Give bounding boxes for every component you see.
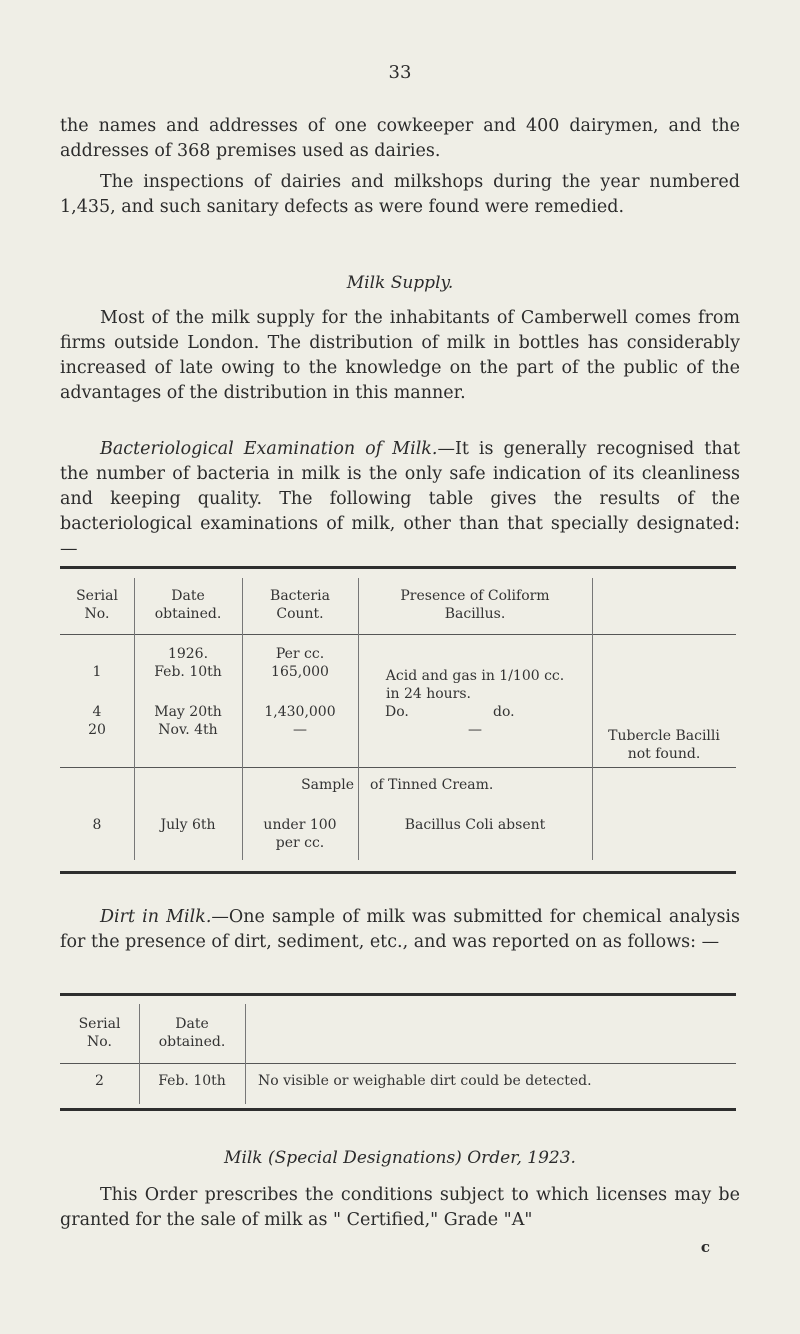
table-cell-coliform-cont: in 24 hours.: [386, 686, 471, 702]
cream-count-line1: under 100: [263, 817, 337, 833]
page-number: 33: [388, 62, 412, 83]
cream-tinned-label: of Tinned Cream.: [370, 777, 494, 793]
column-divider: [592, 578, 593, 860]
header-bacteria-line1: Bacteria: [270, 588, 330, 604]
heading-special-designations: [0, 1148, 800, 1168]
table-top-rule: [60, 993, 736, 996]
tubercle-line2: not found.: [627, 746, 701, 762]
table-cell-count: 165,000: [271, 664, 329, 680]
table-header-rule: [60, 634, 736, 635]
heading-milk-supply: Milk Supply.: [346, 273, 454, 293]
paragraph-milk-supply: [60, 306, 740, 406]
table-cell-coliform: —: [468, 722, 482, 738]
paragraph-milk-supply-text: Most of the milk supply for the inhabitants of Camberwell comes from firms outside London. The distribution of milk in bottles has considerably increased of late owing to the knowledge on the part of the public of the advantages of the distribution in this manner.: [60, 308, 740, 403]
paragraph-dirt-in-milk: [60, 905, 740, 955]
table-cell-count: [242, 816, 358, 852]
header-serial-line1: Serial: [76, 588, 118, 604]
header-coliform: [358, 587, 592, 623]
tubercle-note: [592, 727, 736, 763]
heading-order-year: 1923.: [527, 1148, 576, 1168]
table-bottom-rule: [60, 871, 736, 874]
header-bacteria-count: [242, 587, 358, 623]
header-date-line1: Date: [171, 588, 205, 604]
year-label: 1926.: [167, 646, 209, 662]
header-serial-line2: No.: [87, 1034, 112, 1050]
header-coliform-line2: Bacillus.: [444, 606, 506, 622]
paragraph-order-text: This Order prescribes the conditions subject to which licenses may be granted for the sale of milk as " Certified," Grade "A": [60, 1185, 740, 1230]
table-cell-coliform: Bacillus Coli absent: [404, 817, 546, 833]
table-cell-serial: 2: [95, 1073, 104, 1089]
paragraph-bacteriological-text: —It is generally recognised that the number of bacteria in milk is the only safe indication of its cleanliness and keeping quality. The following table gives the results of the bacteriological examinations of milk, other than that specially designated: —: [60, 439, 741, 559]
paragraph-inspections-text: The inspections of dairies and milkshops during the year numbered 1,435, and such sanitary defects as were found were remedied.: [60, 172, 740, 217]
per-cc-label: Per cc.: [275, 646, 325, 662]
table-cell-date: Feb. 10th: [158, 1073, 226, 1089]
header-date: [139, 1015, 245, 1051]
table-cell-serial: 20: [88, 722, 106, 738]
table-header-rule: [60, 1063, 736, 1064]
table-top-rule: [60, 566, 736, 569]
cream-sample-label: Sample: [301, 777, 354, 793]
header-date-line2: obtained.: [154, 606, 222, 622]
header-serial: [60, 587, 134, 623]
table-cell-date: May 20th: [154, 704, 222, 720]
header-coliform-line1: Presence of Coliform: [400, 588, 550, 604]
tubercle-line1: Tubercle Bacilli: [608, 728, 720, 744]
paragraph-bacteriological: [60, 437, 740, 562]
dirt-heading: Dirt in Milk.: [100, 907, 212, 927]
header-date-line2: obtained.: [158, 1034, 226, 1050]
table-cell-serial: 1: [92, 664, 102, 680]
heading-order-title: (Special Designations) Order,: [268, 1148, 522, 1168]
table-cell-coliform: Do.: [385, 704, 409, 720]
table-cell-result: No visible or weighable dirt could be detected.: [258, 1073, 592, 1089]
signature-mark: c: [700, 1238, 710, 1256]
table-cell-count: —: [293, 722, 307, 738]
table-cell-date: July 6th: [160, 817, 216, 833]
table-cell-date: Feb. 10th: [154, 664, 222, 680]
table-cell-serial: 8: [92, 817, 102, 833]
cream-count-line2: per cc.: [275, 835, 325, 851]
paragraph-order: [60, 1183, 740, 1233]
table-bottom-rule: [60, 1108, 736, 1111]
table-cell-serial: 4: [92, 704, 102, 720]
paragraph-dirt-text: —One sample of milk was submitted for chemical analysis for the presence of dirt, sediment, etc., and was reported on as follows: —: [60, 907, 740, 952]
header-date-line1: Date: [175, 1016, 209, 1032]
table-cell-coliform-do: do.: [493, 704, 515, 720]
paragraph-inspections: [60, 170, 740, 220]
table-mid-rule: [60, 767, 736, 768]
heading-order-milk: Milk: [224, 1148, 263, 1168]
table-cell-count: 1,430,000: [264, 704, 336, 720]
header-serial-line2: No.: [84, 606, 110, 622]
paragraph-dairymen: the names and addresses of one cowkeeper and 400 dairymen, and the addresses of 368 premises used as dairies.: [60, 116, 740, 161]
header-date: [134, 587, 242, 623]
column-divider: [245, 1004, 246, 1104]
header-serial-line1: Serial: [78, 1016, 121, 1032]
header-serial: [60, 1015, 139, 1051]
table-cell-coliform: Acid and gas in 1/100 cc.: [385, 668, 565, 684]
table-cell-date: Nov. 4th: [158, 722, 218, 738]
header-bacteria-line2: Count.: [276, 606, 324, 622]
bacteriological-heading: Bacteriological Examination of Milk.: [100, 439, 438, 459]
